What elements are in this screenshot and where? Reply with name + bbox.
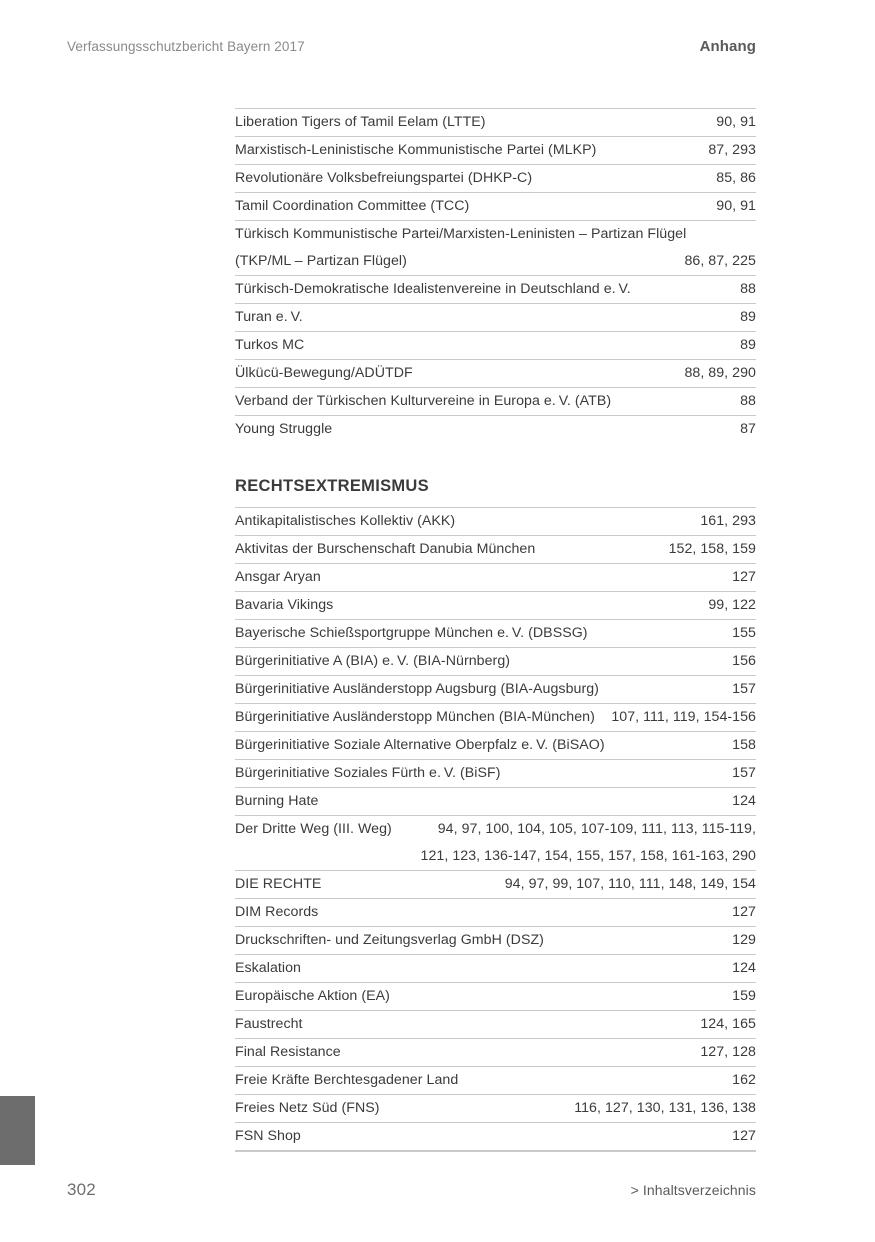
index-entry-pages: 88 bbox=[740, 281, 756, 297]
index-entry-label: Turan e. V. bbox=[235, 309, 303, 325]
index-entry-line bbox=[235, 193, 756, 220]
index-entry-label: Verband der Türkischen Kulturvereine in Europa e. V. (ATB) bbox=[235, 393, 612, 409]
index-entry-line bbox=[235, 676, 756, 703]
index-entry-pages: 124 bbox=[732, 960, 756, 976]
index-entry-label-continued: (TKP/ML – Partizan Flügel) bbox=[235, 253, 407, 269]
index-entry-pages: 162 bbox=[732, 1072, 756, 1088]
index-entry-label: Burning Hate bbox=[235, 793, 319, 809]
index-entry-line bbox=[235, 899, 756, 926]
page-header bbox=[67, 38, 756, 55]
index-entry-label: Bürgerinitiative Soziale Alternative Oberpfalz e. V. (BiSAO) bbox=[235, 737, 605, 753]
index-entry-line bbox=[235, 620, 756, 647]
index-entry bbox=[235, 1038, 756, 1066]
index-content bbox=[235, 108, 756, 1152]
index-entry-line bbox=[235, 1123, 756, 1150]
index-entry bbox=[235, 192, 756, 220]
index-entry-pages-continued: 121, 123, 136-147, 154, 155, 157, 158, 161-163, 290 bbox=[420, 848, 756, 864]
index-entry bbox=[235, 1066, 756, 1094]
index-entry-label: Europäische Aktion (EA) bbox=[235, 988, 390, 1004]
index-entry-label: Eskalation bbox=[235, 960, 301, 976]
index-entry-line bbox=[235, 732, 756, 759]
index-entry-label: Bavaria Vikings bbox=[235, 597, 334, 613]
index-entry-label: Bürgerinitiative A (BIA) e. V. (BIA-Nürnberg) bbox=[235, 653, 511, 669]
index-entry-pages: 87, 293 bbox=[708, 142, 756, 158]
index-entry-label: Bürgerinitiative Ausländerstopp Augsburg (BIA-Augsburg) bbox=[235, 681, 599, 697]
index-entry-pages: 127 bbox=[732, 904, 756, 920]
index-entry-line bbox=[235, 816, 756, 843]
index-entry bbox=[235, 303, 756, 331]
index-entry bbox=[235, 954, 756, 982]
index-entry-label: Freies Netz Süd (FNS) bbox=[235, 1100, 380, 1116]
index-entry bbox=[235, 647, 756, 675]
index-entry-line bbox=[235, 983, 756, 1010]
index-entry-line-continued bbox=[235, 248, 756, 275]
index-entry-line bbox=[235, 760, 756, 787]
index-entry-line bbox=[235, 1011, 756, 1038]
index-entry-line bbox=[235, 360, 756, 387]
index-entry-line bbox=[235, 704, 756, 731]
index-entry-pages: 129 bbox=[732, 932, 756, 948]
index-entry-line bbox=[235, 221, 756, 248]
index-entry-pages: 127, 128 bbox=[700, 1044, 756, 1060]
index-entry bbox=[235, 108, 756, 136]
index-entry-line bbox=[235, 788, 756, 815]
index-entry-label: DIE RECHTE bbox=[235, 876, 322, 892]
index-entry-label: Aktivitas der Burschenschaft Danubia München bbox=[235, 541, 536, 557]
index-entry-label: Druckschriften- und Zeitungsverlag GmbH (DSZ) bbox=[235, 932, 544, 948]
index-entry-pages: 159 bbox=[732, 988, 756, 1004]
index-closing-rule bbox=[235, 1150, 756, 1152]
index-entry bbox=[235, 507, 756, 535]
index-entry-pages: 94, 97, 100, 104, 105, 107-109, 111, 113, 115-119, bbox=[437, 821, 756, 837]
index-entry bbox=[235, 675, 756, 703]
index-entry-label: Türkisch-Demokratische Idealistenvereine in Deutschland e. V. bbox=[235, 281, 631, 297]
index-entry-line bbox=[235, 304, 756, 331]
index-group-rechtsextremismus bbox=[235, 507, 756, 1150]
index-entry bbox=[235, 591, 756, 619]
index-entry-line bbox=[235, 1039, 756, 1066]
header-section-title: Anhang bbox=[699, 38, 756, 55]
index-entry-pages: 89 bbox=[740, 309, 756, 325]
index-entry-label: Final Resistance bbox=[235, 1044, 341, 1060]
index-entry-line bbox=[235, 276, 756, 303]
index-entry-line bbox=[235, 508, 756, 535]
index-entry-line bbox=[235, 137, 756, 164]
index-entry-pages: 116, 127, 130, 131, 136, 138 bbox=[574, 1100, 756, 1116]
index-entry-line bbox=[235, 1067, 756, 1094]
index-entry-label: Bayerische Schießsportgruppe München e. V. (DBSSG) bbox=[235, 625, 588, 641]
index-entry-line bbox=[235, 388, 756, 415]
index-entry bbox=[235, 815, 756, 870]
index-entry-pages: 158 bbox=[732, 737, 756, 753]
index-entry-pages: 124 bbox=[732, 793, 756, 809]
index-entry-label: Tamil Coordination Committee (TCC) bbox=[235, 198, 470, 214]
index-entry-pages: 155 bbox=[732, 625, 756, 641]
index-entry-line bbox=[235, 592, 756, 619]
index-entry-line-continued bbox=[235, 843, 756, 870]
index-entry bbox=[235, 387, 756, 415]
index-entry bbox=[235, 136, 756, 164]
index-entry-line bbox=[235, 648, 756, 675]
header-report-title: Verfassungsschutzbericht Bayern 2017 bbox=[67, 39, 305, 54]
index-entry bbox=[235, 415, 756, 443]
index-entry-pages: 90, 91 bbox=[716, 198, 756, 214]
index-entry bbox=[235, 275, 756, 303]
index-entry bbox=[235, 982, 756, 1010]
index-entry-line bbox=[235, 109, 756, 136]
index-entry bbox=[235, 164, 756, 192]
index-entry-label: Ülkücü-Bewegung/ADÜTDF bbox=[235, 365, 413, 381]
index-entry-label: Bürgerinitiative Ausländerstopp München (BIA-München) bbox=[235, 709, 595, 725]
index-entry bbox=[235, 898, 756, 926]
index-group-top bbox=[235, 108, 756, 443]
index-entry-label: FSN Shop bbox=[235, 1128, 301, 1144]
index-entry-label: Ansgar Aryan bbox=[235, 569, 321, 585]
index-entry-pages: 107, 111, 119, 154-156 bbox=[611, 709, 756, 725]
index-entry-pages: 90, 91 bbox=[716, 114, 756, 130]
index-entry-line bbox=[235, 332, 756, 359]
index-entry-line bbox=[235, 927, 756, 954]
index-entry-label: Bürgerinitiative Soziales Fürth e. V. (BiSF) bbox=[235, 765, 501, 781]
index-entry-pages: 161, 293 bbox=[700, 513, 756, 529]
index-entry bbox=[235, 759, 756, 787]
index-entry bbox=[235, 870, 756, 898]
index-entry-pages: 94, 97, 99, 107, 110, 111, 148, 149, 154 bbox=[504, 876, 756, 892]
index-entry-label: Marxistisch-Leninistische Kommunistische Partei (MLKP) bbox=[235, 142, 597, 158]
index-entry bbox=[235, 703, 756, 731]
index-entry bbox=[235, 535, 756, 563]
index-entry-pages: 87 bbox=[740, 421, 756, 437]
index-entry-pages: 157 bbox=[732, 765, 756, 781]
page-tab-marker bbox=[0, 1096, 35, 1165]
index-entry bbox=[235, 1094, 756, 1122]
index-entry-pages: 99, 122 bbox=[708, 597, 756, 613]
index-entry bbox=[235, 1122, 756, 1150]
index-entry-label: Liberation Tigers of Tamil Eelam (LTTE) bbox=[235, 114, 486, 130]
index-entry-label: DIM Records bbox=[235, 904, 319, 920]
index-entry-pages: 127 bbox=[732, 569, 756, 585]
index-entry-label: Türkisch Kommunistische Partei/Marxisten-Leninisten – Partizan Flügel bbox=[235, 226, 687, 242]
index-entry-pages: 127 bbox=[732, 1128, 756, 1144]
index-entry-pages: 86, 87, 225 bbox=[684, 253, 756, 269]
index-entry bbox=[235, 787, 756, 815]
index-entry-line bbox=[235, 165, 756, 192]
index-entry-line bbox=[235, 416, 756, 443]
index-entry-label: Der Dritte Weg (III. Weg) bbox=[235, 821, 392, 837]
index-entry bbox=[235, 220, 756, 275]
index-entry-label: Turkos MC bbox=[235, 337, 305, 353]
index-entry-pages: 88, 89, 290 bbox=[684, 365, 756, 381]
index-entry-line bbox=[235, 871, 756, 898]
index-entry bbox=[235, 359, 756, 387]
index-entry-line bbox=[235, 1095, 756, 1122]
index-entry-pages: 85, 86 bbox=[716, 170, 756, 186]
index-entry bbox=[235, 619, 756, 647]
index-entry-pages: 88 bbox=[740, 393, 756, 409]
index-entry-line bbox=[235, 536, 756, 563]
footer-page-number: 302 bbox=[67, 1180, 96, 1199]
footer-toc-link[interactable]: > Inhaltsverzeichnis bbox=[630, 1182, 756, 1198]
index-entry bbox=[235, 1010, 756, 1038]
index-entry bbox=[235, 731, 756, 759]
index-entry bbox=[235, 926, 756, 954]
index-entry-line bbox=[235, 955, 756, 982]
index-entry-label: Young Struggle bbox=[235, 421, 333, 437]
index-entry-label: Freie Kräfte Berchtesgadener Land bbox=[235, 1072, 459, 1088]
index-entry-line bbox=[235, 564, 756, 591]
page-footer bbox=[67, 1180, 756, 1200]
index-entry-pages: 124, 165 bbox=[700, 1016, 756, 1032]
index-entry-pages: 152, 158, 159 bbox=[668, 541, 756, 557]
index-entry-label: Revolutionäre Volksbefreiungspartei (DHKP-C) bbox=[235, 170, 533, 186]
index-entry-pages: 157 bbox=[732, 681, 756, 697]
index-entry-pages: 89 bbox=[740, 337, 756, 353]
index-entry bbox=[235, 563, 756, 591]
index-entry bbox=[235, 331, 756, 359]
index-entry-label: Antikapitalistisches Kollektiv (AKK) bbox=[235, 513, 456, 529]
index-entry-label: Faustrecht bbox=[235, 1016, 303, 1032]
index-entry-pages: 156 bbox=[732, 653, 756, 669]
section-heading-rechtsextremismus: RECHTSEXTREMISMUS bbox=[235, 477, 429, 495]
